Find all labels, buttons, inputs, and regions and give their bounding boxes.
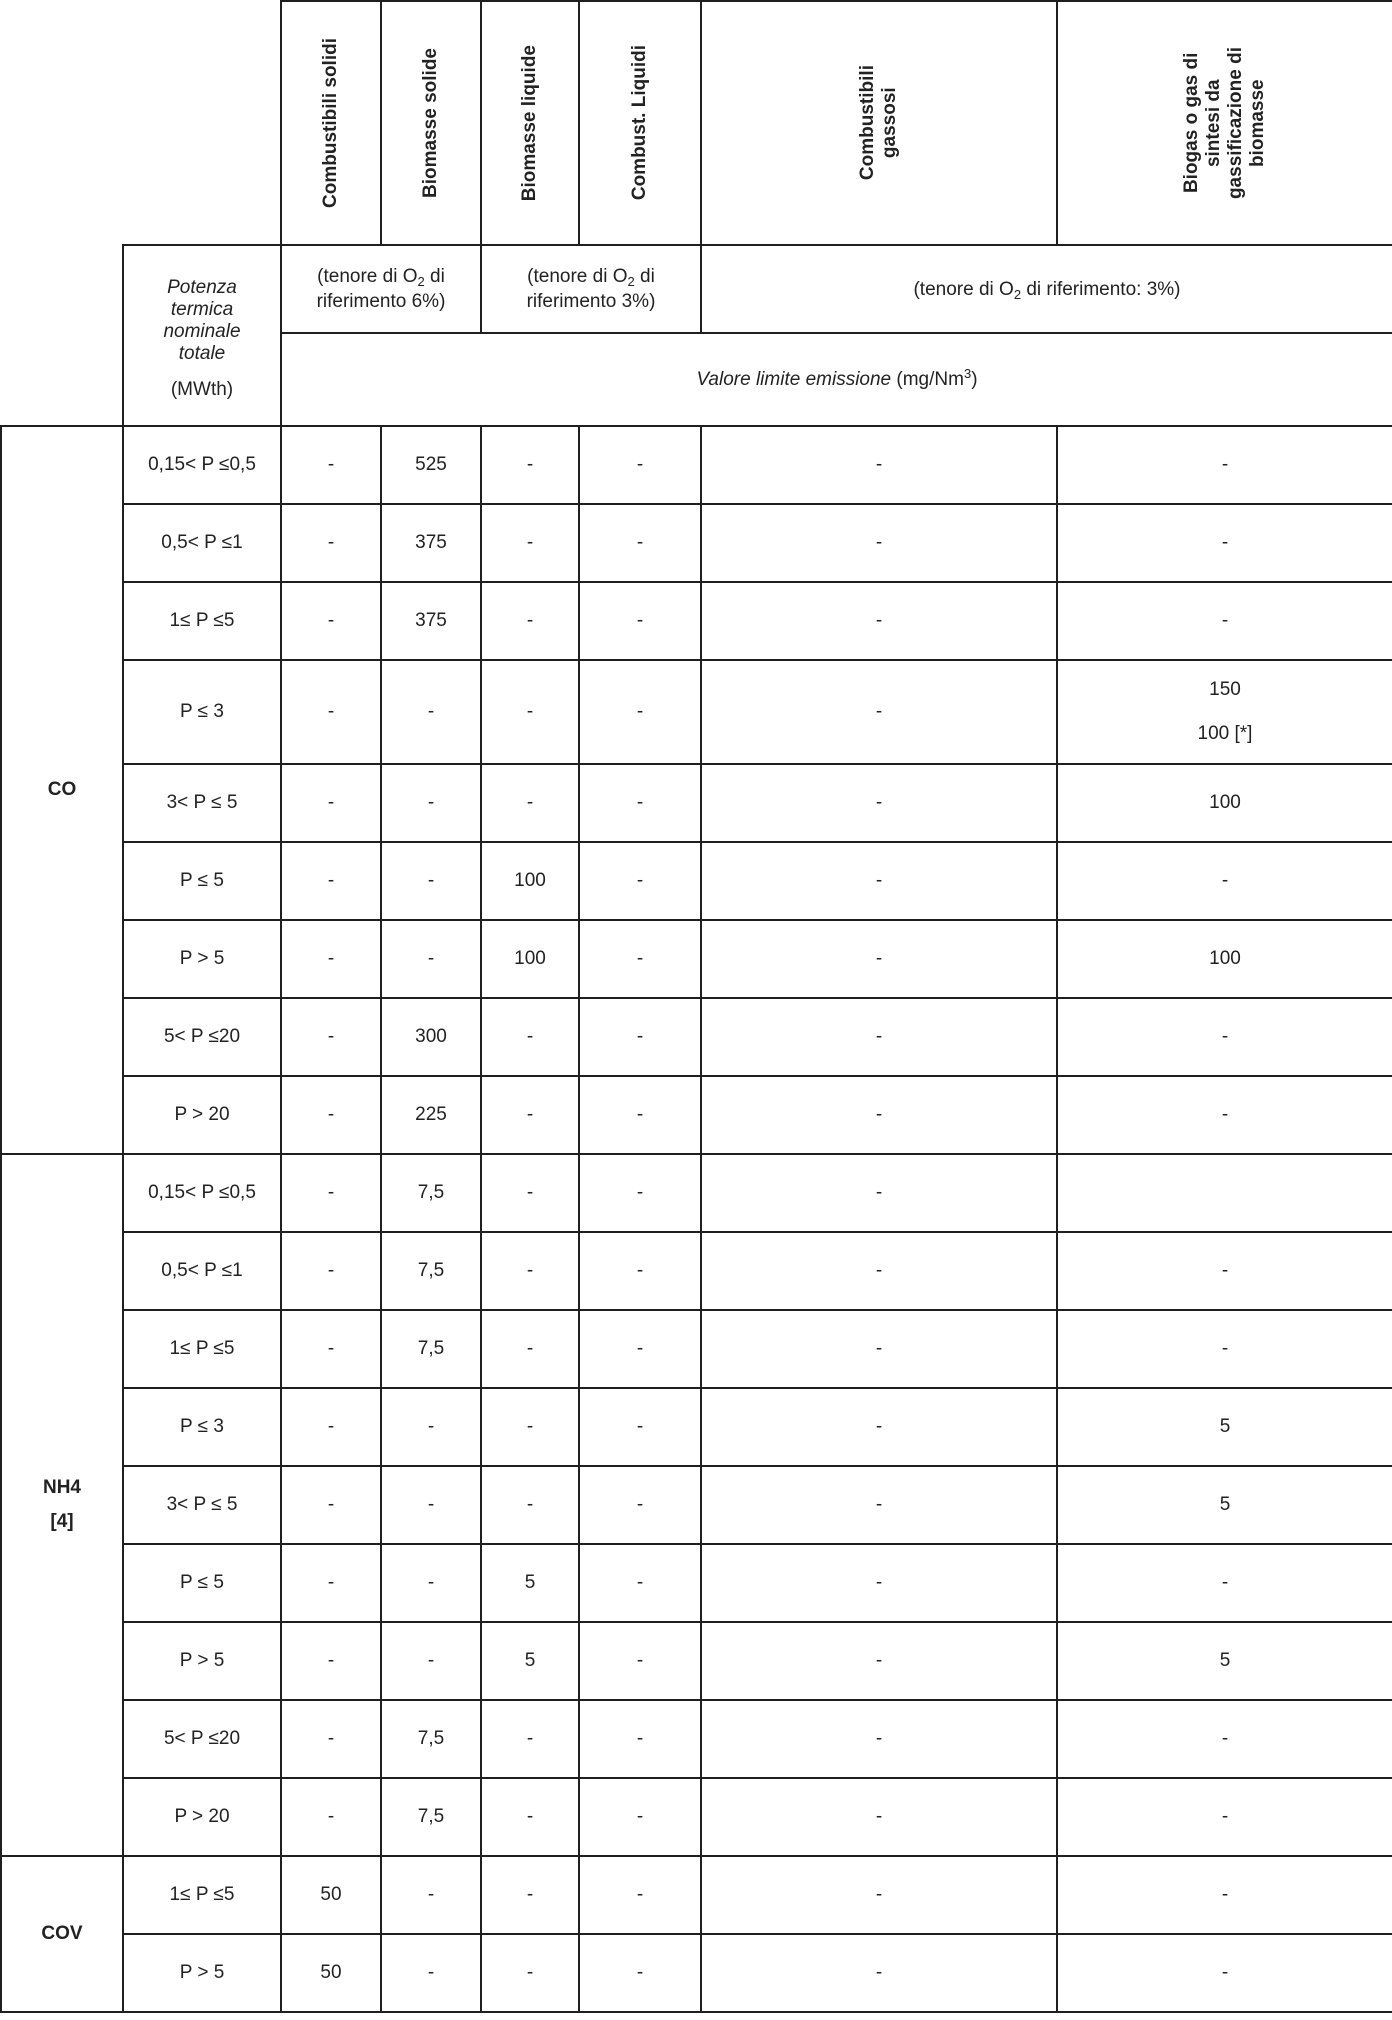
value-cell: 100 [481, 920, 579, 998]
value-cell: - [579, 426, 701, 504]
value-cell: 525 [381, 426, 481, 504]
value-cell: - [579, 764, 701, 842]
value-cell: - [579, 1154, 701, 1232]
value-cell: - [1057, 1778, 1392, 1856]
value-cell: - [481, 998, 579, 1076]
value-cell: - [481, 660, 579, 764]
value-cell: - [481, 582, 579, 660]
power-range-cell: P ≤ 3 [123, 660, 281, 764]
power-range-cell: 1≤ P ≤5 [123, 1310, 281, 1388]
value-cell: - [381, 920, 481, 998]
power-range-cell: 0,15< P ≤0,5 [123, 426, 281, 504]
value-cell: - [579, 1232, 701, 1310]
value-cell: - [701, 1778, 1057, 1856]
oxygen-ref-gas: (tenore di $O_2$ di riferimento: 3%) [701, 245, 1392, 333]
value-cell: - [281, 764, 381, 842]
oxygen-row [1, 245, 1392, 333]
value-cell: - [281, 1154, 381, 1232]
value-cell: - [701, 426, 1057, 504]
col-header-biomasse-solide: Biomasse solide [381, 1, 481, 245]
value-cell: - [381, 1388, 481, 1466]
table-row [1, 764, 1392, 842]
pollutant-label: NH4 [4] [42, 1477, 81, 1532]
limit-label: Valore limite emissione [696, 368, 892, 390]
pollutant-cell [1, 426, 123, 1154]
value-cell: - [1057, 1310, 1392, 1388]
value-cell: - [381, 660, 481, 764]
value-cell: - [481, 1778, 579, 1856]
value-cell: - [381, 1544, 481, 1622]
power-range-cell: 0,5< P ≤1 [123, 504, 281, 582]
value-cell: - [701, 1700, 1057, 1778]
value-cell: 100 [1057, 920, 1392, 998]
value-cell: - [281, 660, 381, 764]
value-cell: 100 [1057, 764, 1392, 842]
value-cell: - [701, 1076, 1057, 1154]
value-cell: - [281, 1622, 381, 1700]
blank-left-2 [1, 333, 123, 426]
table-row [1, 1856, 1392, 1934]
value-cell: 225 [381, 1076, 481, 1154]
value-cell: - [481, 1076, 579, 1154]
value-cell: - [1057, 1856, 1392, 1934]
col-header-biomasse-liquide: Biomasse liquide [481, 1, 579, 245]
value-cell: - [579, 1622, 701, 1700]
value-cell: - [481, 1700, 579, 1778]
value-cell: 7,5 [381, 1232, 481, 1310]
value-cell: - [701, 1544, 1057, 1622]
power-range-cell: P > 20 [123, 1076, 281, 1154]
value-cell: 150 100 [*] [1057, 660, 1392, 764]
pollutant-label: COV [41, 1923, 83, 1944]
value-cell: - [481, 1856, 579, 1934]
value-cell: - [1057, 426, 1392, 504]
value-cell: - [381, 842, 481, 920]
value-cell: - [281, 998, 381, 1076]
power-range-cell: P > 5 [123, 920, 281, 998]
pollutant-label: CO [47, 779, 77, 800]
value-cell: - [701, 504, 1057, 582]
value-cell: - [579, 1466, 701, 1544]
value-cell: - [381, 1622, 481, 1700]
value-cell: - [579, 1934, 701, 2012]
value-cell: 375 [381, 582, 481, 660]
table-row [1, 1154, 1392, 1232]
power-range-cell: 3< P ≤ 5 [123, 1466, 281, 1544]
value-cell: - [481, 426, 579, 504]
value-cell: - [281, 1700, 381, 1778]
power-range-cell: P > 5 [123, 1622, 281, 1700]
col-header-combustibili-solidi: Combustibili solidi [281, 1, 381, 245]
value-cell: - [481, 1310, 579, 1388]
value-cell: - [281, 504, 381, 582]
table-row [1, 1388, 1392, 1466]
power-range-cell: 5< P ≤20 [123, 1700, 281, 1778]
table-row [1, 1544, 1392, 1622]
pollutant-cell [1, 1856, 123, 2012]
value-cell: 5 [481, 1544, 579, 1622]
table-row [1, 1310, 1392, 1388]
value-cell: - [381, 764, 481, 842]
power-range-cell: P ≤ 3 [123, 1388, 281, 1466]
value-cell: - [701, 998, 1057, 1076]
pollutant-cell [1, 1154, 123, 1856]
value-cell: 375 [381, 504, 481, 582]
power-range-cell: 5< P ≤20 [123, 998, 281, 1076]
value-cell: - [1057, 1934, 1392, 2012]
fuel-header-row [1, 1, 1392, 245]
value-cell: - [281, 582, 381, 660]
value-cell: - [701, 1466, 1057, 1544]
value-cell: - [701, 1388, 1057, 1466]
value-cell: - [701, 1622, 1057, 1700]
value-cell: - [481, 764, 579, 842]
power-range-cell: 0,15< P ≤0,5 [123, 1154, 281, 1232]
value-cell: 50 [281, 1856, 381, 1934]
value-cell: - [481, 504, 579, 582]
value-cell: 5 [1057, 1622, 1392, 1700]
power-range-cell: 0,5< P ≤1 [123, 1232, 281, 1310]
power-range-cell: P ≤ 5 [123, 1544, 281, 1622]
value-cell: 5 [481, 1622, 579, 1700]
value-cell: - [1057, 998, 1392, 1076]
value-cell: 7,5 [381, 1778, 481, 1856]
power-range-cell: 1≤ P ≤5 [123, 1856, 281, 1934]
value-cell: - [1057, 1544, 1392, 1622]
value-cell: - [481, 1934, 579, 2012]
value-cell: - [1057, 504, 1392, 582]
value-cell: - [381, 1466, 481, 1544]
value-cell: - [481, 1232, 579, 1310]
value-cell: - [579, 1856, 701, 1934]
table-row [1, 1076, 1392, 1154]
value-cell: - [579, 1778, 701, 1856]
limit-label-cell [281, 333, 1392, 426]
value-cell: - [579, 1310, 701, 1388]
value-cell: - [281, 842, 381, 920]
value-cell: - [701, 1232, 1057, 1310]
value-cell: - [281, 1232, 381, 1310]
value-cell: - [701, 920, 1057, 998]
value-cell: - [381, 1934, 481, 2012]
table-row [1, 660, 1392, 764]
power-unit: (MWth) [170, 378, 234, 400]
value-cell: 7,5 [381, 1700, 481, 1778]
value-cell: - [481, 1466, 579, 1544]
value-cell: - [701, 842, 1057, 920]
table-row [1, 1934, 1392, 2012]
table-row [1, 1622, 1392, 1700]
table-row [1, 426, 1392, 504]
oxygen-ref-liquid: (tenore di $O_2$ di riferimento 3%) [481, 245, 701, 333]
value-cell: - [579, 998, 701, 1076]
value-cell: 100 [481, 842, 579, 920]
table-row [1, 1700, 1392, 1778]
limit-unit: (mg/Nm$^3$) [891, 365, 978, 390]
value-cell: - [1057, 582, 1392, 660]
table-row [1, 920, 1392, 998]
power-range-cell: 3< P ≤ 5 [123, 764, 281, 842]
table-row [1, 1778, 1392, 1856]
value-cell: 300 [381, 998, 481, 1076]
value-cell: - [281, 1076, 381, 1154]
value-cell: - [381, 1856, 481, 1934]
value-cell: - [281, 920, 381, 998]
blank-left [1, 245, 123, 333]
value-cell: - [481, 1154, 579, 1232]
value-cell: - [701, 1856, 1057, 1934]
value-cell: - [1057, 1076, 1392, 1154]
value-cell: - [281, 1388, 381, 1466]
col-header-biogas: Biogas o gas di sintesi da gassificazione di biomasse [1057, 1, 1392, 245]
table-row [1, 842, 1392, 920]
value-cell: - [281, 1778, 381, 1856]
power-range-cell: P > 5 [123, 1934, 281, 2012]
col-header-combustibili-gassosi: Combustibili gassosi [701, 1, 1057, 245]
value-cell: 50 [281, 1934, 381, 2012]
value-cell: - [701, 660, 1057, 764]
power-range-cell: 1≤ P ≤5 [123, 582, 281, 660]
value-cell: - [701, 764, 1057, 842]
value-cell: - [1057, 842, 1392, 920]
power-range-cell: P ≤ 5 [123, 842, 281, 920]
table-row [1, 1232, 1392, 1310]
oxygen-ref-solid: (tenore di $O_2$ di riferimento 6%) [281, 245, 481, 333]
value-cell: - [1057, 1700, 1392, 1778]
col-header-combust-liquidi: Combust. Liquidi [579, 1, 701, 245]
value-cell: - [579, 920, 701, 998]
header-corner [1, 1, 281, 245]
value-cell: - [579, 1388, 701, 1466]
value-cell: - [701, 1934, 1057, 2012]
value-cell: 5 [1057, 1388, 1392, 1466]
value-cell: - [579, 660, 701, 764]
value-cell: 7,5 [381, 1310, 481, 1388]
table-row [1, 582, 1392, 660]
power-range-cell: P > 20 [123, 1778, 281, 1856]
table-row [1, 504, 1392, 582]
value-cell: - [281, 1466, 381, 1544]
power-label: Potenza termica nominale totale [163, 276, 241, 364]
value-cell: - [579, 582, 701, 660]
value-cell: - [281, 1544, 381, 1622]
table-row [1, 1466, 1392, 1544]
value-cell: 5 [1057, 1466, 1392, 1544]
value-cell: - [281, 426, 381, 504]
value-cell: - [1057, 1232, 1392, 1310]
value-cell: - [579, 842, 701, 920]
value-cell: - [281, 1310, 381, 1388]
value-cell: - [701, 1310, 1057, 1388]
value-cell [1057, 1154, 1392, 1232]
table-row [1, 998, 1392, 1076]
value-cell: - [701, 1154, 1057, 1232]
power-header [123, 245, 281, 426]
value-cell: - [579, 1544, 701, 1622]
value-cell: - [701, 582, 1057, 660]
value-cell: - [579, 1700, 701, 1778]
value-cell: - [579, 1076, 701, 1154]
value-cell: 7,5 [381, 1154, 481, 1232]
value-cell: - [579, 504, 701, 582]
value-cell: - [481, 1388, 579, 1466]
